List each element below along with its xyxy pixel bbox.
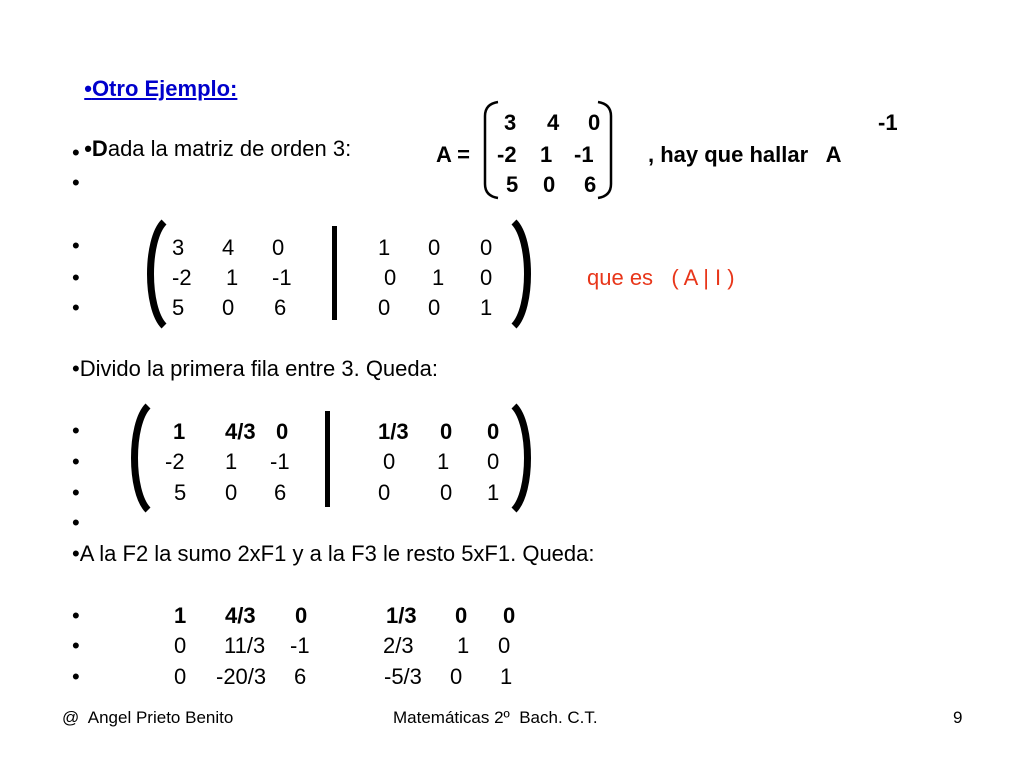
matrix-cell: 0 <box>428 235 441 260</box>
matrix-cell: 0 <box>272 235 285 260</box>
footer-page-number: 9 <box>953 708 963 727</box>
matrix-cell: 0 <box>480 265 493 290</box>
footer-author: @ Angel Prieto Benito <box>62 708 234 727</box>
bullet: • <box>72 664 80 689</box>
matrix-cell: 1 <box>174 603 187 628</box>
matrix-cell: -20/3 <box>216 664 267 689</box>
matrix-cell: -2 <box>172 265 192 290</box>
matrix-cell: 1 <box>540 142 553 167</box>
matrix-cell: 0 <box>487 419 500 444</box>
matrix-cell: 0 <box>295 603 308 628</box>
slide-title-text: Otro Ejemplo: <box>91 76 238 101</box>
step1-text: •Divido la primera fila entre 3. Queda: <box>72 356 438 381</box>
matrix-cell: 0 <box>378 295 391 320</box>
title-line <box>72 50 237 102</box>
aug1-right-paren <box>508 220 538 328</box>
intro-rest: ada la matriz de orden 3: <box>107 136 352 161</box>
matrix-cell: 0 <box>440 480 453 505</box>
matrix-cell: 0 <box>384 265 397 290</box>
matrix-cell: 0 <box>543 172 556 197</box>
matrix-cell: 1 <box>225 449 238 474</box>
matrix-cell: 1 <box>457 633 470 658</box>
matrix-cell: 4/3 <box>225 419 256 444</box>
matrix-cell: 1 <box>480 295 493 320</box>
matrix-cell: 0 <box>225 480 238 505</box>
aug2-divider <box>325 411 330 507</box>
matrix-cell: 0 <box>503 603 516 628</box>
bullet: • <box>72 480 80 505</box>
bullet: • <box>72 140 80 165</box>
matrix-cell: 0 <box>383 449 396 474</box>
matrix-cell: 0 <box>588 110 601 135</box>
matrix-cell: 1/3 <box>386 603 417 628</box>
bullet: • <box>72 170 80 195</box>
matrix-cell: 5 <box>172 295 185 320</box>
matrix-cell: -1 <box>574 142 594 167</box>
bullet: • <box>72 449 80 474</box>
matrix-cell: 6 <box>584 172 597 197</box>
slide-title: • <box>84 76 92 101</box>
matrix-cell: 0 <box>276 419 289 444</box>
matrix-cell: 0 <box>450 664 463 689</box>
matrix-a-label: A = <box>436 142 471 167</box>
matrix-cell: 3 <box>504 110 517 135</box>
bullet: • <box>72 633 80 658</box>
matrix-cell: 0 <box>378 480 391 505</box>
matrix-cell: 0 <box>174 633 187 658</box>
aug1-divider <box>332 226 337 320</box>
matrix-cell: 1 <box>378 235 391 260</box>
matrix-cell: 0 <box>487 449 500 474</box>
matrix-cell: 5 <box>506 172 519 197</box>
bullet: • <box>72 510 80 535</box>
matrix-cell: 3 <box>172 235 185 260</box>
matrix-cell: 0 <box>174 664 187 689</box>
step2-text: •A la F2 la sumo 2xF1 y a la F3 le resto 5xF1. Queda: <box>72 541 595 566</box>
matrix-cell: -2 <box>497 142 517 167</box>
intro-text <box>72 110 351 162</box>
matrix-cell: 0 <box>480 235 493 260</box>
matrix-cell: 6 <box>274 480 287 505</box>
matrix-cell: 0 <box>498 633 511 658</box>
matrix-cell: 1/3 <box>378 419 409 444</box>
matrix-cell: -1 <box>272 265 292 290</box>
bullet: • <box>72 603 80 628</box>
bullet: • <box>72 265 80 290</box>
matrix-cell: -1 <box>270 449 290 474</box>
matrix-cell: 1 <box>437 449 450 474</box>
matrix-cell: 1 <box>500 664 513 689</box>
intro-prefix: •D <box>84 136 108 161</box>
matrix-cell: 1 <box>487 480 500 505</box>
matrix-cell: 4 <box>222 235 235 260</box>
matrix-cell: 11/3 <box>224 633 266 658</box>
matrix-cell: -1 <box>290 633 310 658</box>
matrix-cell: 0 <box>455 603 468 628</box>
augmented-note: que es ( A | I ) <box>587 265 735 290</box>
matrix-cell: 4 <box>547 110 560 135</box>
matrix-cell: 4/3 <box>225 603 256 628</box>
matrix-cell: 1 <box>173 419 186 444</box>
aug1-left-paren <box>140 220 170 328</box>
aug2-left-paren <box>124 404 154 512</box>
footer-course: Matemáticas 2º Bach. C.T. <box>393 708 598 727</box>
matrix-cell: 0 <box>440 419 453 444</box>
matrix-cell: 6 <box>274 295 287 320</box>
matrix-cell: 2/3 <box>383 633 414 658</box>
bullet: • <box>72 233 80 258</box>
matrix-cell: -2 <box>165 449 185 474</box>
matrix-cell: 0 <box>428 295 441 320</box>
inverse-exponent: -1 <box>878 110 898 135</box>
matrix-cell: 6 <box>294 664 307 689</box>
matrix-cell: 1 <box>226 265 239 290</box>
matrix-cell: -5/3 <box>384 664 422 689</box>
tail-text: , hay que hallar A <box>648 142 842 167</box>
matrix-cell: 5 <box>174 480 187 505</box>
bullet: • <box>72 295 80 320</box>
matrix-cell: 0 <box>222 295 235 320</box>
bullet: • <box>72 418 80 443</box>
aug2-right-paren <box>508 404 538 512</box>
matrix-cell: 1 <box>432 265 445 290</box>
